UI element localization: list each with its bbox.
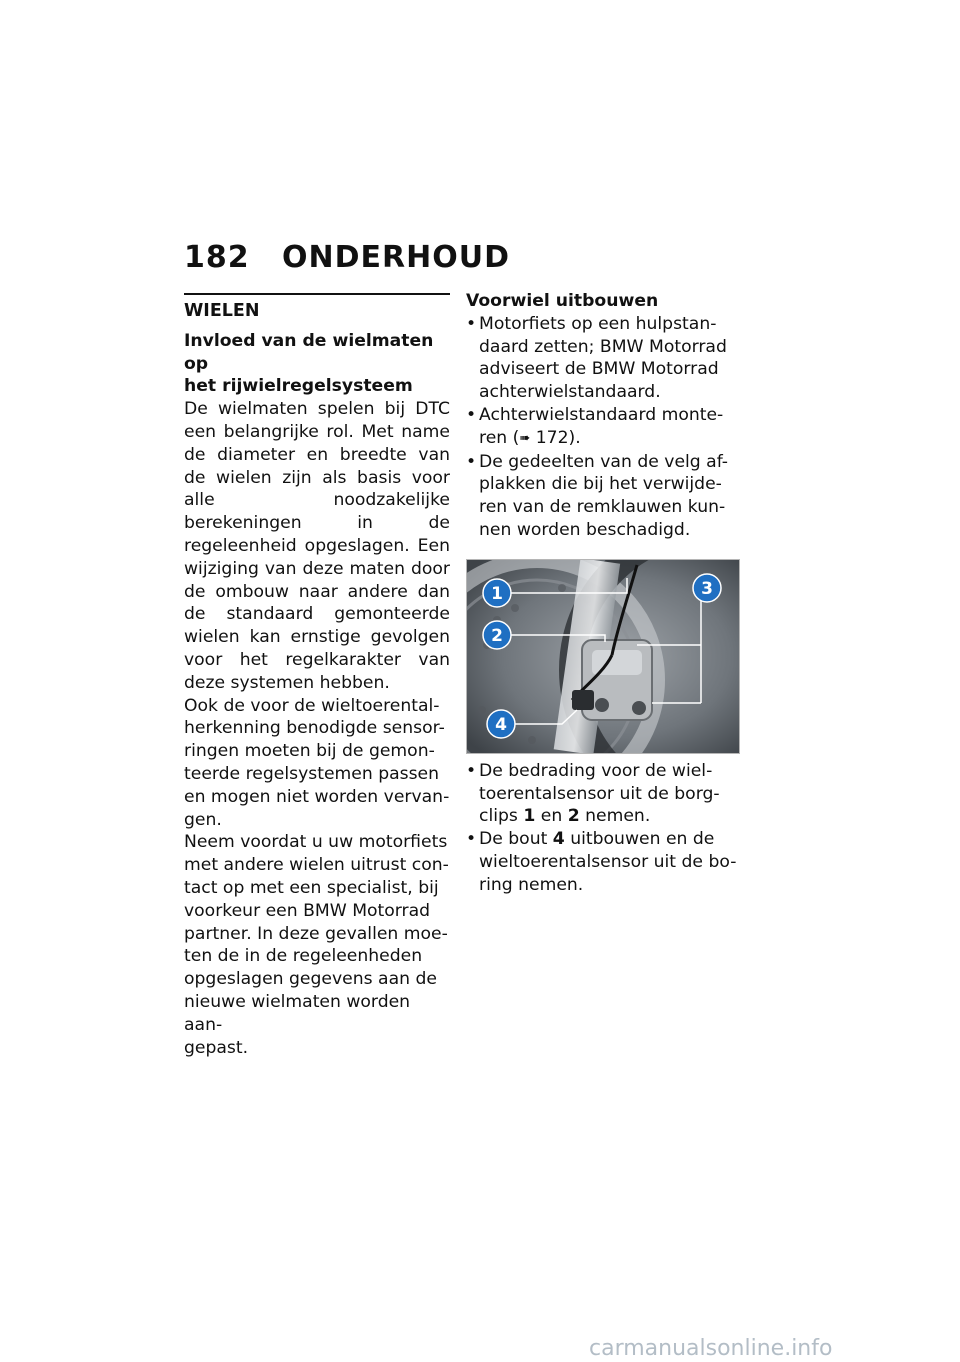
callout-4 <box>487 710 515 738</box>
callout-4-label: 4 <box>495 714 507 735</box>
callout-1 <box>483 579 511 607</box>
step-mount-rear-stand <box>466 404 741 451</box>
bullet-dot: • <box>466 313 477 334</box>
step-text: De gedeelten van de velg af- plakken die bij het verwijde- ren van de remklauwen kun- nen worden beschadigd. <box>479 451 729 540</box>
step-text: nemen. <box>579 806 651 827</box>
step-auxiliary-stand <box>466 313 741 404</box>
bullet-dot: • <box>466 829 477 850</box>
callout-1-label: 1 <box>491 583 503 604</box>
step-text: De bout <box>479 829 553 850</box>
page-number: 182 <box>184 240 250 275</box>
page-reference[interactable]: 172). <box>530 427 581 448</box>
bullet-dot: • <box>466 404 477 425</box>
step-text: en <box>535 806 568 827</box>
section-heading: WIELEN <box>184 301 260 321</box>
procedure-heading: Voorwiel uitbouwen <box>466 291 659 311</box>
front-wheel-brake-figure <box>466 559 740 754</box>
left-column <box>184 293 450 1059</box>
paragraph-contact-specialist: Neem voordat u uw motorfiets met andere wielen uitrust con- tact op met een specialist, bij voorkeur een BMW Motorrad partner. In deze gevallen moe- ten de in de regeleenheden opgeslagen gegevens aan de nieuwe wielmaten worden aan- gepast. <box>184 832 449 1058</box>
callout-overlay <box>467 560 739 753</box>
callout-3-label: 3 <box>701 578 713 599</box>
step-remove-wiring <box>466 760 741 828</box>
callout-2 <box>483 621 511 649</box>
chapter-title: ONDERHOUD <box>282 240 510 275</box>
step-text: Motorfiets op een hulpstan- daard zetten; BMW Motorrad adviseert de BMW Motorrad achterwielstandaard. <box>479 313 727 403</box>
bullet-dot: • <box>466 451 477 472</box>
page-header <box>184 240 510 284</box>
step-remove-bolt <box>466 828 741 896</box>
ref-part-2: 2 <box>567 806 580 827</box>
callout-2-label: 2 <box>491 625 503 646</box>
callout-3 <box>693 574 721 602</box>
step-text: uitbouwen en de wieltoerentalsensor uit de bo- ring nemen. <box>479 829 737 895</box>
section-rule <box>184 293 450 295</box>
paragraph-sensor-rings: Ook de voor de wieltoerental- herkenning benodigde sensor- ringen moeten bij de gemon- teerde regelsystemen passen en mogen niet worden vervan- gen. <box>184 695 450 830</box>
watermark: carmanualsonline.info <box>589 1336 833 1361</box>
ref-part-1: 1 <box>523 806 536 827</box>
right-column <box>466 290 741 897</box>
callout-lines <box>511 578 701 724</box>
ref-part-4: 4 <box>552 829 565 850</box>
step-tape-rim <box>466 451 741 542</box>
paragraph-wheel-sizes: De wielmaten spelen bij DTC een belangrijke rol. Met name de diameter en breedte van de wielen zijn als basis voor alle noodzakelijke berekeningen in de regeleenheid opgeslagen. Een wijziging van deze maten door de ombouw naar andere dan de standaard gemonteerde wielen kan ernstige gevolgen voor het regelkarakter van deze systemen hebben. <box>184 399 450 693</box>
step-text: De bedrading voor de wiel- toerentalsensor uit de borg- clips <box>479 760 720 827</box>
bullet-dot: • <box>466 760 477 781</box>
subsection-heading: Invloed van de wielmaten op het rijwielregelsysteem <box>184 330 434 397</box>
page-reference-arrow-icon[interactable]: ➠ <box>519 430 531 446</box>
step-text: Achterwielstandaard monte- ren ( <box>479 404 724 448</box>
